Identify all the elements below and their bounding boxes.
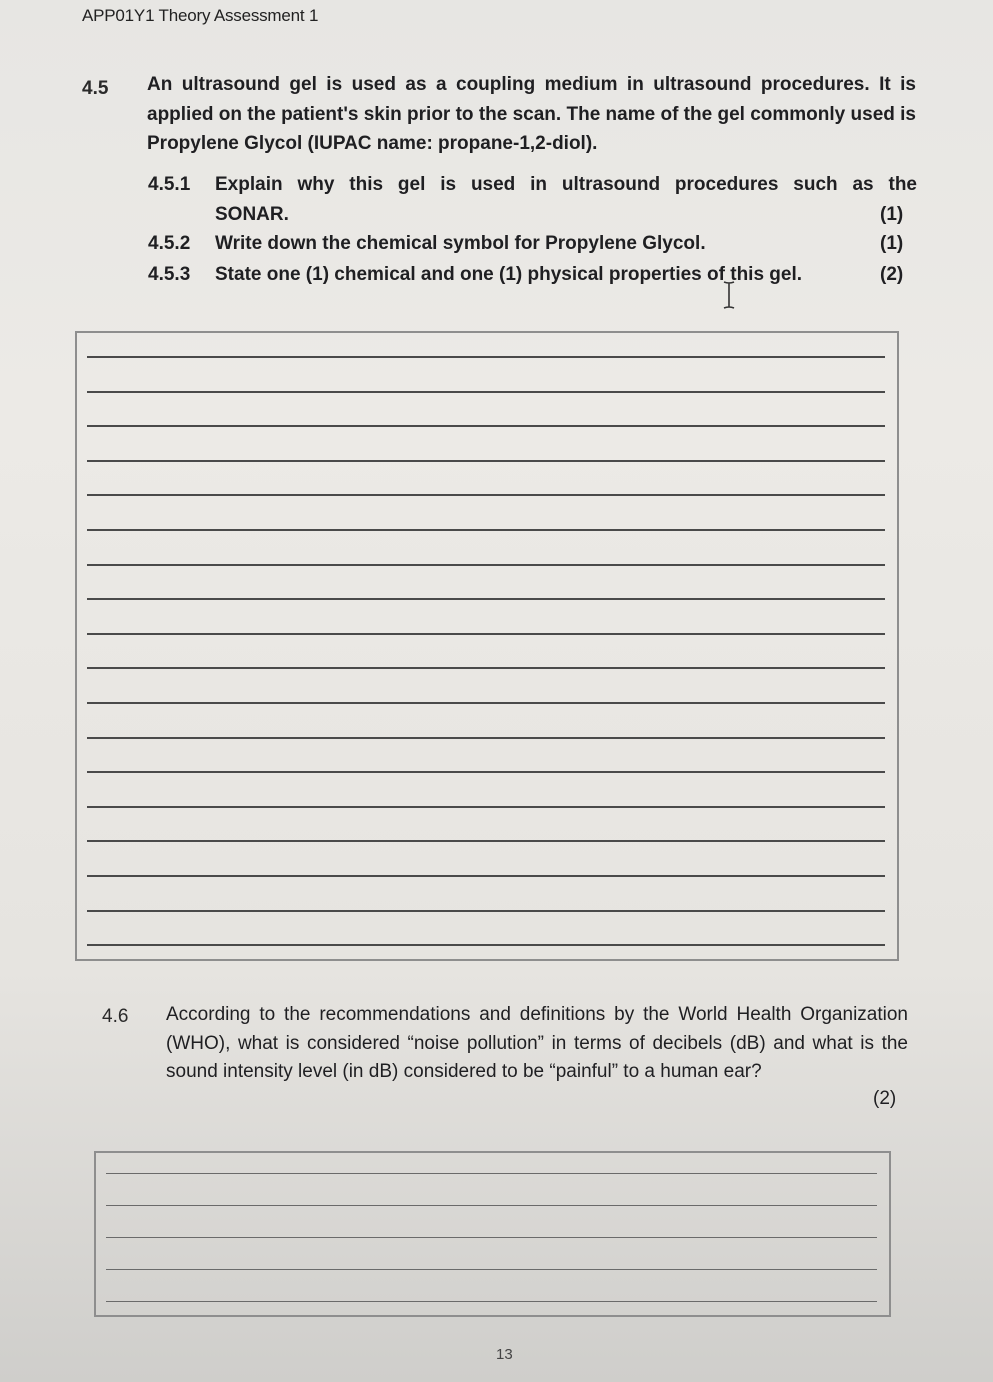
answer-line[interactable] (87, 633, 885, 635)
question-number-4-5: 4.5 (82, 78, 109, 99)
answer-line[interactable] (87, 356, 885, 358)
subquestion-4-5-2 (148, 233, 848, 259)
answer-line[interactable] (106, 1173, 877, 1174)
answer-line[interactable] (87, 529, 885, 531)
text-cursor-icon (721, 280, 737, 310)
marks-4-6: (2) (873, 1088, 897, 1109)
subquestion-number: 4.5.3 (148, 264, 191, 285)
question-4-6-text: According to the recommendations and definitions by the World Health Organization (WHO), what is considered “noise pollution” in terms of decibels (dB) and what is the sound intensity level (in dB) considered to be “painful” to a human ear? (166, 1004, 908, 1082)
answer-line[interactable] (87, 667, 885, 669)
answer-line[interactable] (87, 875, 885, 877)
answer-line[interactable] (87, 391, 885, 393)
question-number-4-6: 4.6 (102, 1006, 129, 1027)
marks-4-5-2: (1) (880, 233, 904, 254)
answer-line[interactable] (106, 1205, 877, 1206)
subquestion-text: Write down the chemical symbol for Propylene Glycol. (215, 233, 706, 254)
answer-line[interactable] (87, 460, 885, 462)
answer-line[interactable] (106, 1237, 877, 1238)
answer-line[interactable] (87, 425, 885, 427)
subquestion-number: 4.5.1 (148, 174, 191, 195)
answer-line[interactable] (106, 1269, 877, 1270)
answer-line[interactable] (87, 910, 885, 912)
question-4-5-intro: An ultrasound gel is used as a coupling medium in ultrasound procedures. It is applied on the patient's skin prior to the scan. The name of the gel commonly used is Propylene Glycol (IUPAC name: propane-1,2-diol). (147, 74, 916, 154)
answer-box-4-6[interactable] (94, 1151, 891, 1317)
page-number: 13 (496, 1346, 513, 1363)
subquestion-4-5-1 (148, 174, 918, 234)
answer-line[interactable] (87, 840, 885, 842)
answer-line[interactable] (87, 771, 885, 773)
subquestion-text: State one (1) chemical and one (1) physical properties of this gel. (215, 264, 803, 285)
marks-4-5-3: (2) (880, 264, 904, 285)
subquestion-number: 4.5.2 (148, 233, 191, 254)
subquestion-4-5-3 (148, 264, 858, 290)
subquestion-text-line2: SONAR. (215, 204, 289, 225)
answer-line[interactable] (87, 494, 885, 496)
marks-4-5-1: (1) (880, 204, 904, 225)
answer-line[interactable] (87, 702, 885, 704)
document-header-title: APP01Y1 Theory Assessment 1 (82, 6, 319, 25)
answer-box-4-5[interactable] (75, 331, 899, 961)
answer-line[interactable] (87, 944, 885, 946)
answer-line[interactable] (106, 1301, 877, 1302)
answer-line[interactable] (87, 806, 885, 808)
answer-line[interactable] (87, 564, 885, 566)
answer-line[interactable] (87, 598, 885, 600)
subquestion-text-line1: Explain why this gel is used in ultrasound procedures such as the (215, 174, 917, 195)
answer-line[interactable] (87, 737, 885, 739)
